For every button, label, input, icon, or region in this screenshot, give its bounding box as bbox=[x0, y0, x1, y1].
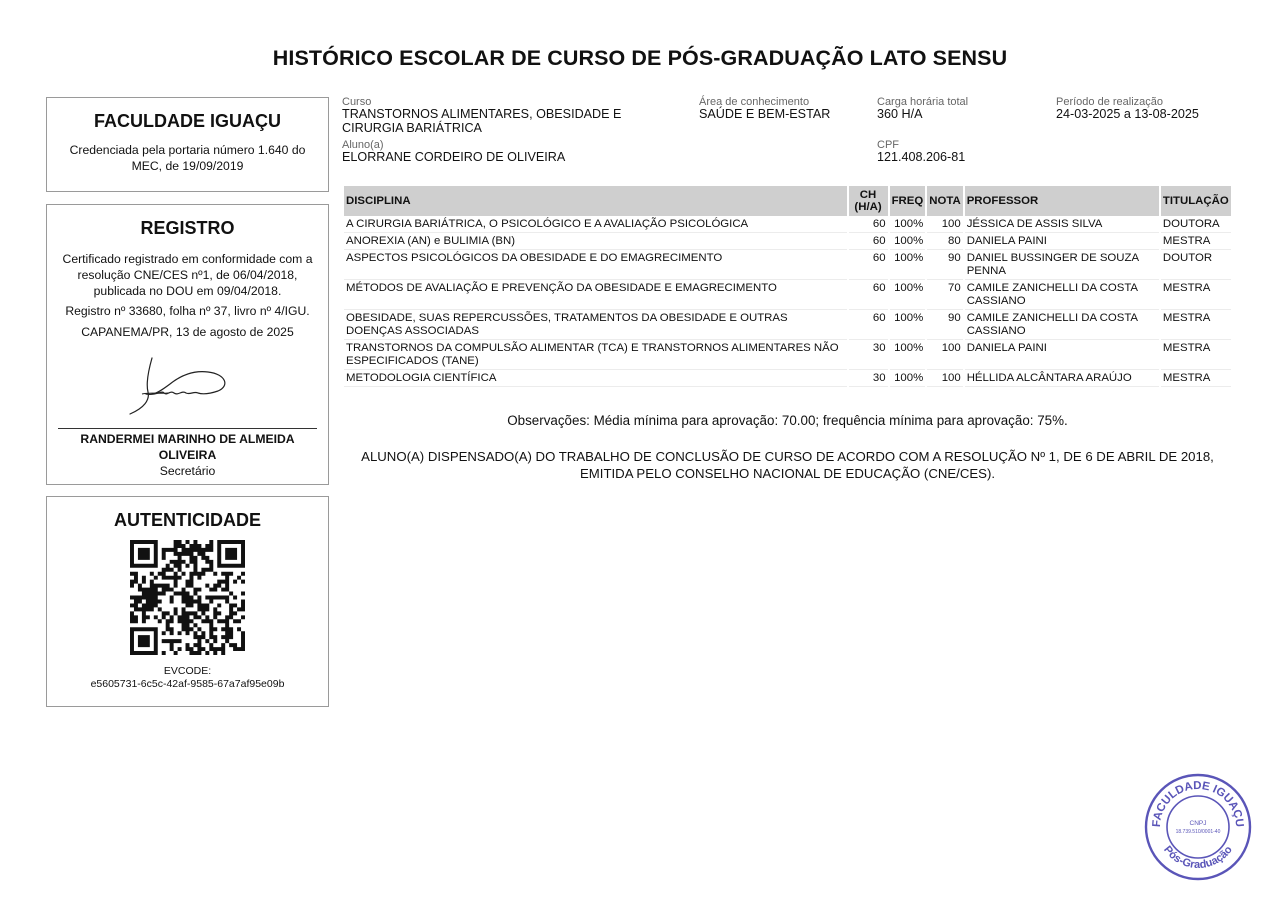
table-row bbox=[344, 281, 1231, 310]
curso-field bbox=[342, 96, 682, 135]
table-row bbox=[344, 371, 1231, 387]
cell-freq: 100% bbox=[890, 234, 926, 250]
cell-professor: DANIELA PAINI bbox=[965, 234, 1159, 250]
header-disciplina: DISCIPLINA bbox=[344, 186, 847, 216]
svg-text:18.739.510/0001-40: 18.739.510/0001-40 bbox=[1175, 829, 1221, 835]
header-ch-line1: CH bbox=[859, 189, 877, 201]
cell-ch: 60 bbox=[849, 281, 888, 310]
cell-professor: HÉLLIDA ALCÂNTARA ARAÚJO bbox=[965, 371, 1159, 387]
cell-titulacao: MESTRA bbox=[1161, 341, 1231, 370]
aluno-label: Aluno(a) bbox=[342, 139, 384, 151]
cell-disciplina: TRANSTORNOS DA COMPULSÃO ALIMENTAR (TCA) E TRANSTORNOS ALIMENTARES NÃO ESPECIFICADOS (TANE) bbox=[344, 341, 847, 370]
header-ch bbox=[849, 186, 888, 216]
table-row bbox=[344, 251, 1231, 280]
dispensa-text: ALUNO(A) DISPENSADO(A) DO TRABALHO DE CONCLUSÃO DE CURSO DE ACORDO COM A RESOLUÇÃO Nº 1, DE 6 DE ABRIL DE 2018, EMITIDA PELO CONSELHO NACIONAL DE EDUCAÇÃO (CNE/CES). bbox=[361, 449, 1214, 481]
cell-disciplina: OBESIDADE, SUAS REPERCUSSÕES, TRATAMENTOS DA OBESIDADE E OUTRAS DOENÇAS ASSOCIADAS bbox=[344, 311, 847, 340]
cell-nota: 90 bbox=[927, 251, 962, 280]
cell-titulacao: DOUTOR bbox=[1161, 251, 1231, 280]
cell-disciplina: MÉTODOS DE AVALIAÇÃO E PREVENÇÃO DA OBESIDADE E EMAGRECIMENTO bbox=[344, 281, 847, 310]
carga-label: Carga horária total bbox=[877, 96, 969, 108]
cell-titulacao: MESTRA bbox=[1161, 311, 1231, 340]
svg-text:Pós-Graduação: Pós-Graduação bbox=[1161, 843, 1235, 872]
cell-nota: 100 bbox=[927, 217, 962, 233]
cell-disciplina: A CIRURGIA BARIÁTRICA, O PSICOLÓGICO E A AVALIAÇÃO PSICOLÓGICA bbox=[344, 217, 847, 233]
cell-ch: 30 bbox=[849, 341, 888, 370]
cell-professor: CAMILE ZANICHELLI DA COSTA CASSIANO bbox=[965, 311, 1159, 340]
signature-line bbox=[58, 428, 317, 429]
autenticidade-heading: AUTENTICIDADE bbox=[114, 510, 261, 530]
aluno-field bbox=[342, 139, 682, 165]
periodo-label: Período de realização bbox=[1056, 96, 1164, 108]
cell-professor: DANIEL BUSSINGER DE SOUZA PENNA bbox=[965, 251, 1159, 280]
cell-ch: 60 bbox=[849, 234, 888, 250]
cell-ch: 30 bbox=[849, 371, 888, 387]
carga-field bbox=[877, 96, 1047, 122]
cell-disciplina: METODOLOGIA CIENTÍFICA bbox=[344, 371, 847, 387]
faculdade-name: FACULDADE IGUAÇU bbox=[94, 111, 281, 131]
cell-freq: 100% bbox=[890, 371, 926, 387]
carga-value: 360 H/A bbox=[877, 107, 923, 121]
cell-titulacao: MESTRA bbox=[1161, 234, 1231, 250]
table-row bbox=[344, 341, 1231, 370]
header-nota: NOTA bbox=[927, 186, 962, 216]
cpf-label: CPF bbox=[877, 139, 899, 151]
faculdade-box bbox=[46, 97, 329, 192]
cell-nota: 100 bbox=[927, 371, 962, 387]
registro-certificate-text: Certificado registrado em conformidade com a resolução CNE/CES nº1, de 06/04/2018, publicada no DOU em 09/04/2018. bbox=[62, 252, 313, 298]
area-value: SAÚDE E BEM-ESTAR bbox=[699, 107, 831, 121]
cell-titulacao: DOUTORA bbox=[1161, 217, 1231, 233]
faculdade-credential: Credenciada pela portaria número 1.640 do MEC, de 19/09/2019 bbox=[69, 143, 306, 173]
cell-freq: 100% bbox=[890, 341, 926, 370]
registro-place-date: CAPANEMA/PR, 13 de agosto de 2025 bbox=[81, 325, 294, 339]
autenticidade-box bbox=[46, 496, 329, 707]
cell-disciplina: ASPECTOS PSICOLÓGICOS DA OBESIDADE E DO EMAGRECIMENTO bbox=[344, 251, 847, 280]
cell-titulacao: MESTRA bbox=[1161, 281, 1231, 310]
registro-heading: REGISTRO bbox=[140, 218, 235, 238]
registro-number: Registro nº 33680, folha nº 37, livro nº 4/IGU. bbox=[65, 304, 310, 318]
header-freq: FREQ bbox=[890, 186, 926, 216]
table-row bbox=[344, 217, 1231, 233]
cell-professor: DANIELA PAINI bbox=[965, 341, 1159, 370]
document-title: HISTÓRICO ESCOLAR DE CURSO DE PÓS-GRADUAÇÃO LATO SENSU bbox=[272, 46, 1008, 70]
signature-image bbox=[122, 350, 252, 425]
svg-text:FACULDADE IGUAÇU: FACULDADE IGUAÇU bbox=[1150, 779, 1246, 828]
cell-freq: 100% bbox=[890, 311, 926, 340]
evcode-value: e5605731-6c5c-42af-9585-67a7af95e09b bbox=[90, 678, 285, 690]
grades-table bbox=[342, 185, 1233, 388]
cell-ch: 60 bbox=[849, 251, 888, 280]
cell-nota: 100 bbox=[927, 341, 962, 370]
observacoes-text: Observações: Média mínima para aprovação: 70.00; frequência mínima para aprovação: 75%. bbox=[507, 413, 1068, 428]
curso-value: TRANSTORNOS ALIMENTARES, OBESIDADE E CIRURGIA BARIÁTRICA bbox=[342, 107, 622, 135]
qr-code-icon[interactable] bbox=[130, 540, 245, 655]
registro-box bbox=[46, 204, 329, 485]
cell-nota: 80 bbox=[927, 234, 962, 250]
evcode-label: EVCODE: bbox=[163, 665, 212, 677]
cell-ch: 60 bbox=[849, 217, 888, 233]
cell-disciplina: ANOREXIA (AN) e BULIMIA (BN) bbox=[344, 234, 847, 250]
cell-freq: 100% bbox=[890, 251, 926, 280]
seal-stamp-icon bbox=[1143, 772, 1253, 882]
curso-label: Curso bbox=[342, 96, 372, 108]
cell-ch: 60 bbox=[849, 311, 888, 340]
periodo-field bbox=[1056, 96, 1256, 122]
cell-professor: CAMILE ZANICHELLI DA COSTA CASSIANO bbox=[965, 281, 1159, 310]
cell-titulacao: MESTRA bbox=[1161, 371, 1231, 387]
cell-nota: 70 bbox=[927, 281, 962, 310]
cell-freq: 100% bbox=[890, 281, 926, 310]
table-row bbox=[344, 311, 1231, 340]
cell-nota: 90 bbox=[927, 311, 962, 340]
svg-text:CNPJ: CNPJ bbox=[1189, 820, 1207, 827]
table-header-row bbox=[344, 186, 1231, 216]
cpf-value: 121.408.206-81 bbox=[877, 150, 966, 164]
cpf-field bbox=[877, 139, 1077, 165]
signatory-name: RANDERMEI MARINHO DE ALMEIDA OLIVEIRA bbox=[80, 432, 295, 462]
cell-professor: JÉSSICA DE ASSIS SILVA bbox=[965, 217, 1159, 233]
signature-area bbox=[47, 340, 328, 428]
header-professor: PROFESSOR bbox=[965, 186, 1159, 216]
area-label: Área de conhecimento bbox=[699, 96, 810, 108]
area-field bbox=[699, 96, 869, 122]
header-ch-line2: (H/A) bbox=[854, 201, 882, 213]
signatory-role: Secretário bbox=[159, 464, 216, 478]
aluno-value: ELORRANE CORDEIRO DE OLIVEIRA bbox=[342, 150, 566, 164]
header-titulacao: TITULAÇÃO bbox=[1161, 186, 1231, 216]
cell-freq: 100% bbox=[890, 217, 926, 233]
periodo-value: 24-03-2025 a 13-08-2025 bbox=[1056, 107, 1199, 121]
table-row bbox=[344, 234, 1231, 250]
